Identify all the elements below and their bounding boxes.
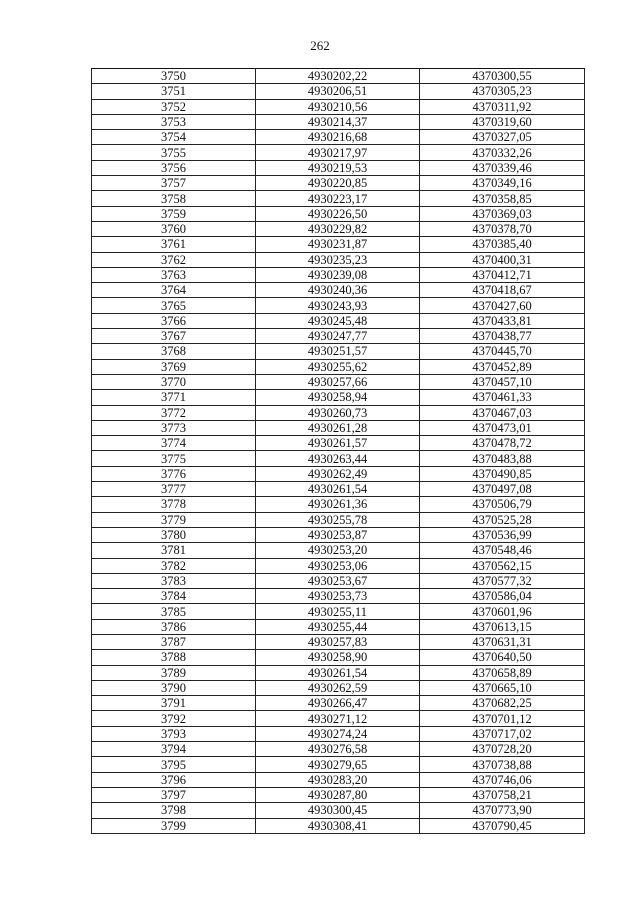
table-row [92, 221, 585, 236]
y-coordinate-cell: 4370369,03 [420, 206, 585, 221]
x-coordinate-cell: 4930258,94 [256, 390, 420, 405]
y-coordinate-cell: 4370478,72 [420, 436, 585, 451]
table-row [92, 803, 585, 818]
x-coordinate-cell: 4930220,85 [256, 176, 420, 191]
point-number-cell: 3756 [92, 160, 256, 175]
x-coordinate-cell: 4930206,51 [256, 84, 420, 99]
point-number-cell: 3759 [92, 206, 256, 221]
x-coordinate-cell: 4930202,22 [256, 69, 420, 84]
y-coordinate-cell: 4370483,88 [420, 451, 585, 466]
point-number-cell: 3770 [92, 374, 256, 389]
x-coordinate-cell: 4930276,58 [256, 742, 420, 757]
point-number-cell: 3758 [92, 191, 256, 206]
page-number: 262 [310, 38, 330, 53]
y-coordinate-cell: 4370418,67 [420, 283, 585, 298]
point-number-cell: 3764 [92, 283, 256, 298]
table-row [92, 191, 585, 206]
y-coordinate-cell: 4370790,45 [420, 818, 585, 833]
y-coordinate-cell: 4370452,89 [420, 359, 585, 374]
table-row [92, 267, 585, 282]
y-coordinate-cell: 4370601,96 [420, 604, 585, 619]
table-row [92, 252, 585, 267]
point-number-cell: 3761 [92, 237, 256, 252]
table-row [92, 451, 585, 466]
point-number-cell: 3792 [92, 711, 256, 726]
point-number-cell: 3788 [92, 650, 256, 665]
point-number-cell: 3784 [92, 589, 256, 604]
x-coordinate-cell: 4930253,06 [256, 558, 420, 573]
point-number-cell: 3763 [92, 267, 256, 282]
point-number-cell: 3790 [92, 680, 256, 695]
y-coordinate-cell: 4370300,55 [420, 69, 585, 84]
y-coordinate-cell: 4370385,40 [420, 237, 585, 252]
x-coordinate-cell: 4930255,44 [256, 619, 420, 634]
x-coordinate-cell: 4930223,17 [256, 191, 420, 206]
point-number-cell: 3794 [92, 742, 256, 757]
point-number-cell: 3799 [92, 818, 256, 833]
x-coordinate-cell: 4930231,87 [256, 237, 420, 252]
point-number-cell: 3767 [92, 329, 256, 344]
point-number-cell: 3768 [92, 344, 256, 359]
x-coordinate-cell: 4930308,41 [256, 818, 420, 833]
point-number-cell: 3765 [92, 298, 256, 313]
y-coordinate-cell: 4370467,03 [420, 405, 585, 420]
point-number-cell: 3757 [92, 176, 256, 191]
y-coordinate-cell: 4370562,15 [420, 558, 585, 573]
x-coordinate-cell: 4930283,20 [256, 772, 420, 787]
y-coordinate-cell: 4370586,04 [420, 589, 585, 604]
x-coordinate-cell: 4930253,73 [256, 589, 420, 604]
y-coordinate-cell: 4370427,60 [420, 298, 585, 313]
point-number-cell: 3750 [92, 69, 256, 84]
x-coordinate-cell: 4930260,73 [256, 405, 420, 420]
y-coordinate-cell: 4370631,31 [420, 634, 585, 649]
point-number-cell: 3777 [92, 482, 256, 497]
point-number-cell: 3752 [92, 99, 256, 114]
table-row [92, 619, 585, 634]
table-row [92, 114, 585, 129]
point-number-cell: 3789 [92, 665, 256, 680]
table-row [92, 543, 585, 558]
table-row [92, 558, 585, 573]
x-coordinate-cell: 4930229,82 [256, 221, 420, 236]
point-number-cell: 3781 [92, 543, 256, 558]
table-row [92, 374, 585, 389]
y-coordinate-cell: 4370506,79 [420, 497, 585, 512]
x-coordinate-cell: 4930255,78 [256, 512, 420, 527]
y-coordinate-cell: 4370738,88 [420, 757, 585, 772]
table-row [92, 787, 585, 802]
x-coordinate-cell: 4930257,66 [256, 374, 420, 389]
table-row [92, 405, 585, 420]
table-row [92, 589, 585, 604]
y-coordinate-cell: 4370473,01 [420, 420, 585, 435]
point-number-cell: 3797 [92, 787, 256, 802]
x-coordinate-cell: 4930214,37 [256, 114, 420, 129]
y-coordinate-cell: 4370701,12 [420, 711, 585, 726]
point-number-cell: 3774 [92, 436, 256, 451]
table-row [92, 512, 585, 527]
y-coordinate-cell: 4370728,20 [420, 742, 585, 757]
table-row [92, 359, 585, 374]
y-coordinate-cell: 4370400,31 [420, 252, 585, 267]
table-row [92, 84, 585, 99]
table-row [92, 604, 585, 619]
table-row [92, 680, 585, 695]
x-coordinate-cell: 4930261,28 [256, 420, 420, 435]
table-row [92, 573, 585, 588]
point-number-cell: 3791 [92, 696, 256, 711]
x-coordinate-cell: 4930261,57 [256, 436, 420, 451]
y-coordinate-cell: 4370305,23 [420, 84, 585, 99]
y-coordinate-cell: 4370311,92 [420, 99, 585, 114]
y-coordinate-cell: 4370717,02 [420, 726, 585, 741]
point-number-cell: 3787 [92, 634, 256, 649]
x-coordinate-cell: 4930262,59 [256, 680, 420, 695]
point-number-cell: 3751 [92, 84, 256, 99]
x-coordinate-cell: 4930251,57 [256, 344, 420, 359]
y-coordinate-cell: 4370349,16 [420, 176, 585, 191]
y-coordinate-cell: 4370339,46 [420, 160, 585, 175]
point-number-cell: 3754 [92, 130, 256, 145]
x-coordinate-cell: 4930253,20 [256, 543, 420, 558]
point-number-cell: 3785 [92, 604, 256, 619]
y-coordinate-cell: 4370457,10 [420, 374, 585, 389]
table-row [92, 742, 585, 757]
table-row [92, 145, 585, 160]
y-coordinate-cell: 4370438,77 [420, 329, 585, 344]
table-row [92, 466, 585, 481]
x-coordinate-cell: 4930263,44 [256, 451, 420, 466]
point-number-cell: 3772 [92, 405, 256, 420]
x-coordinate-cell: 4930226,50 [256, 206, 420, 221]
table-row [92, 313, 585, 328]
x-coordinate-cell: 4930300,45 [256, 803, 420, 818]
x-coordinate-cell: 4930261,54 [256, 665, 420, 680]
table-row [92, 818, 585, 833]
y-coordinate-cell: 4370746,06 [420, 772, 585, 787]
coordinates-table-body [92, 69, 585, 834]
x-coordinate-cell: 4930253,67 [256, 573, 420, 588]
point-number-cell: 3766 [92, 313, 256, 328]
table-row [92, 160, 585, 175]
table-row [92, 298, 585, 313]
point-number-cell: 3782 [92, 558, 256, 573]
point-number-cell: 3753 [92, 114, 256, 129]
table-row [92, 420, 585, 435]
x-coordinate-cell: 4930239,08 [256, 267, 420, 282]
y-coordinate-cell: 4370490,85 [420, 466, 585, 481]
x-coordinate-cell: 4930255,11 [256, 604, 420, 619]
y-coordinate-cell: 4370497,08 [420, 482, 585, 497]
table-row [92, 283, 585, 298]
table-row [92, 482, 585, 497]
x-coordinate-cell: 4930210,56 [256, 99, 420, 114]
coordinates-table [91, 68, 585, 834]
table-row [92, 650, 585, 665]
table-row [92, 696, 585, 711]
table-row [92, 344, 585, 359]
table-row [92, 237, 585, 252]
point-number-cell: 3795 [92, 757, 256, 772]
y-coordinate-cell: 4370319,60 [420, 114, 585, 129]
point-number-cell: 3798 [92, 803, 256, 818]
x-coordinate-cell: 4930261,54 [256, 482, 420, 497]
x-coordinate-cell: 4930217,97 [256, 145, 420, 160]
y-coordinate-cell: 4370548,46 [420, 543, 585, 558]
y-coordinate-cell: 4370640,50 [420, 650, 585, 665]
point-number-cell: 3755 [92, 145, 256, 160]
point-number-cell: 3780 [92, 527, 256, 542]
y-coordinate-cell: 4370658,89 [420, 665, 585, 680]
x-coordinate-cell: 4930216,68 [256, 130, 420, 145]
x-coordinate-cell: 4930262,49 [256, 466, 420, 481]
table-row [92, 329, 585, 344]
point-number-cell: 3786 [92, 619, 256, 634]
x-coordinate-cell: 4930279,65 [256, 757, 420, 772]
x-coordinate-cell: 4930266,47 [256, 696, 420, 711]
table-row [92, 757, 585, 772]
table-row [92, 99, 585, 114]
y-coordinate-cell: 4370445,70 [420, 344, 585, 359]
x-coordinate-cell: 4930219,53 [256, 160, 420, 175]
x-coordinate-cell: 4930258,90 [256, 650, 420, 665]
x-coordinate-cell: 4930235,23 [256, 252, 420, 267]
y-coordinate-cell: 4370773,90 [420, 803, 585, 818]
x-coordinate-cell: 4930257,83 [256, 634, 420, 649]
x-coordinate-cell: 4930247,77 [256, 329, 420, 344]
y-coordinate-cell: 4370358,85 [420, 191, 585, 206]
y-coordinate-cell: 4370332,26 [420, 145, 585, 160]
y-coordinate-cell: 4370536,99 [420, 527, 585, 542]
y-coordinate-cell: 4370682,25 [420, 696, 585, 711]
y-coordinate-cell: 4370461,33 [420, 390, 585, 405]
table-row [92, 634, 585, 649]
point-number-cell: 3775 [92, 451, 256, 466]
point-number-cell: 3796 [92, 772, 256, 787]
y-coordinate-cell: 4370412,71 [420, 267, 585, 282]
y-coordinate-cell: 4370577,32 [420, 573, 585, 588]
y-coordinate-cell: 4370378,70 [420, 221, 585, 236]
point-number-cell: 3760 [92, 221, 256, 236]
point-number-cell: 3793 [92, 726, 256, 741]
point-number-cell: 3776 [92, 466, 256, 481]
table-row [92, 130, 585, 145]
table-row [92, 390, 585, 405]
point-number-cell: 3783 [92, 573, 256, 588]
point-number-cell: 3762 [92, 252, 256, 267]
y-coordinate-cell: 4370525,28 [420, 512, 585, 527]
table-row [92, 711, 585, 726]
x-coordinate-cell: 4930253,87 [256, 527, 420, 542]
table-row [92, 527, 585, 542]
table-row [92, 497, 585, 512]
x-coordinate-cell: 4930287,80 [256, 787, 420, 802]
x-coordinate-cell: 4930271,12 [256, 711, 420, 726]
y-coordinate-cell: 4370613,15 [420, 619, 585, 634]
point-number-cell: 3771 [92, 390, 256, 405]
point-number-cell: 3778 [92, 497, 256, 512]
y-coordinate-cell: 4370327,05 [420, 130, 585, 145]
table-row [92, 772, 585, 787]
table-row [92, 206, 585, 221]
point-number-cell: 3769 [92, 359, 256, 374]
y-coordinate-cell: 4370433,81 [420, 313, 585, 328]
table-row [92, 176, 585, 191]
x-coordinate-cell: 4930243,93 [256, 298, 420, 313]
x-coordinate-cell: 4930245,48 [256, 313, 420, 328]
y-coordinate-cell: 4370758,21 [420, 787, 585, 802]
x-coordinate-cell: 4930274,24 [256, 726, 420, 741]
point-number-cell: 3773 [92, 420, 256, 435]
x-coordinate-cell: 4930240,36 [256, 283, 420, 298]
point-number-cell: 3779 [92, 512, 256, 527]
table-row [92, 69, 585, 84]
x-coordinate-cell: 4930261,36 [256, 497, 420, 512]
table-row [92, 665, 585, 680]
y-coordinate-cell: 4370665,10 [420, 680, 585, 695]
table-row [92, 726, 585, 741]
x-coordinate-cell: 4930255,62 [256, 359, 420, 374]
table-row [92, 436, 585, 451]
